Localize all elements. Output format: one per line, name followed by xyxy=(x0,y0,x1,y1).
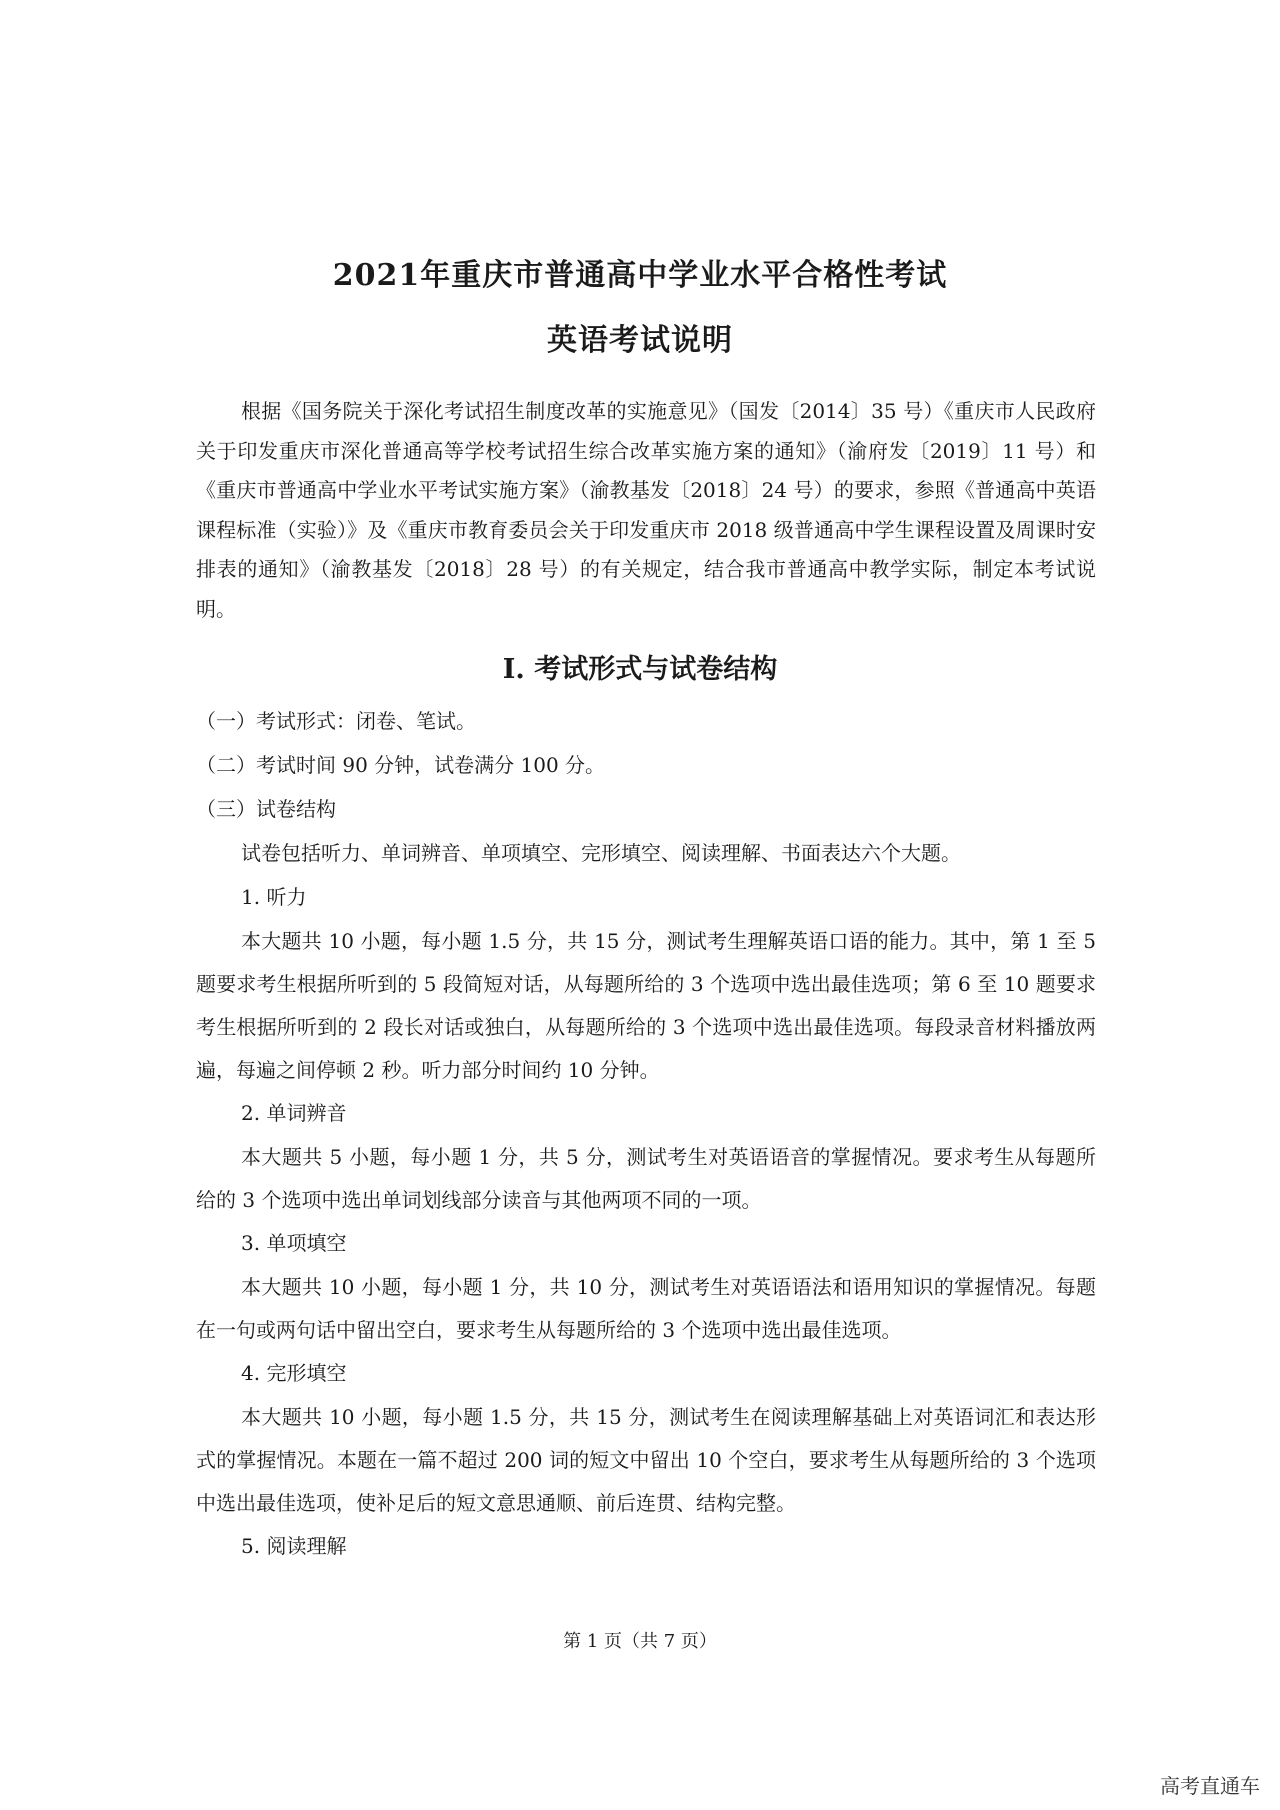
part-text-cloze: 本大题共 10 小题，每小题 1.5 分，共 15 分，测试考生在阅读理解基础上对英语词汇和表达形式的掌握情况。本题在一篇不超过 200 词的短文中留出 10 个空白，要求考生从每题所给的 3 个选项中选出最佳选项，使补足后的短文意思通顺、前后连贯、结构完整。 xyxy=(196,1405,1096,1515)
part-title-listening: 1. 听力 xyxy=(241,885,307,909)
part-title-cloze: 4. 完形填空 xyxy=(241,1361,347,1385)
structure-intro: 试卷包括听力、单词辨音、单项填空、完形填空、阅读理解、书面表达六个大题。 xyxy=(241,841,961,865)
exam-duration-item: （二）考试时间 90 分钟，试卷满分 100 分。 xyxy=(196,753,606,777)
part-text-phonetics: 本大题共 5 小题，每小题 1 分，共 5 分，测试考生对英语语音的掌握情况。要求考生从每题所给的 3 个选项中选出单词划线部分读音与其他两项不同的一项。 xyxy=(196,1145,1096,1212)
intro-paragraph: 根据《国务院关于深化考试招生制度改革的实施意见》（国发〔2014〕35 号）《重庆市人民政府关于印发重庆市深化普通高等学校考试招生综合改革实施方案的通知》（渝府发〔2019〕11 号）和《重庆市普通高中学业水平考试实施方案》（渝教基发〔2018〕24 号）的要求，参照《普通高中英语课程标准（实验）》及《重庆市教育委员会关于印发重庆市 2018 级普通高中学生课程设置及周课时安排表的通知》（渝教基发〔2018〕28 号）的有关规定，结合我市普通高中教学实际，制定本考试说明。 xyxy=(196,399,1096,621)
part-title-reading: 5. 阅读理解 xyxy=(241,1534,347,1558)
section-heading: I. 考试形式与试卷结构 xyxy=(502,654,778,685)
document-subtitle: 英语考试说明 xyxy=(547,323,733,358)
part-text-listening: 本大题共 10 小题，每小题 1.5 分，共 15 分，测试考生理解英语口语的能力。其中，第 1 至 5 题要求考生根据所听到的 5 段简短对话，从每题所给的 3 个选项中选出最佳选项；第 6 至 10 题要求考生根据所听到的 2 段长对话或独白，从每题所给的 3 个选项中选出最佳选项。每段录音材料播放两遍，每遍之间停顿 2 秒。听力部分时间约 10 分钟。 xyxy=(196,929,1096,1082)
watermark-text: 高考直通车 xyxy=(1160,1774,1260,1798)
part-title-single-choice: 3. 单项填空 xyxy=(241,1231,347,1255)
paper-structure-item: （三）试卷结构 xyxy=(196,797,336,821)
page-number: 第 1 页（共 7 页） xyxy=(563,1631,717,1652)
part-title-phonetics: 2. 单词辨音 xyxy=(241,1101,347,1125)
part-text-single-choice: 本大题共 10 小题，每小题 1 分，共 10 分，测试考生对英语语法和语用知识的掌握情况。每题在一句或两句话中留出空白，要求考生从每题所给的 3 个选项中选出最佳选项。 xyxy=(196,1275,1096,1342)
document-title: 2021年重庆市普通高中学业水平合格性考试 xyxy=(332,258,948,293)
exam-format-item: （一）考试形式：闭卷、笔试。 xyxy=(196,709,476,733)
